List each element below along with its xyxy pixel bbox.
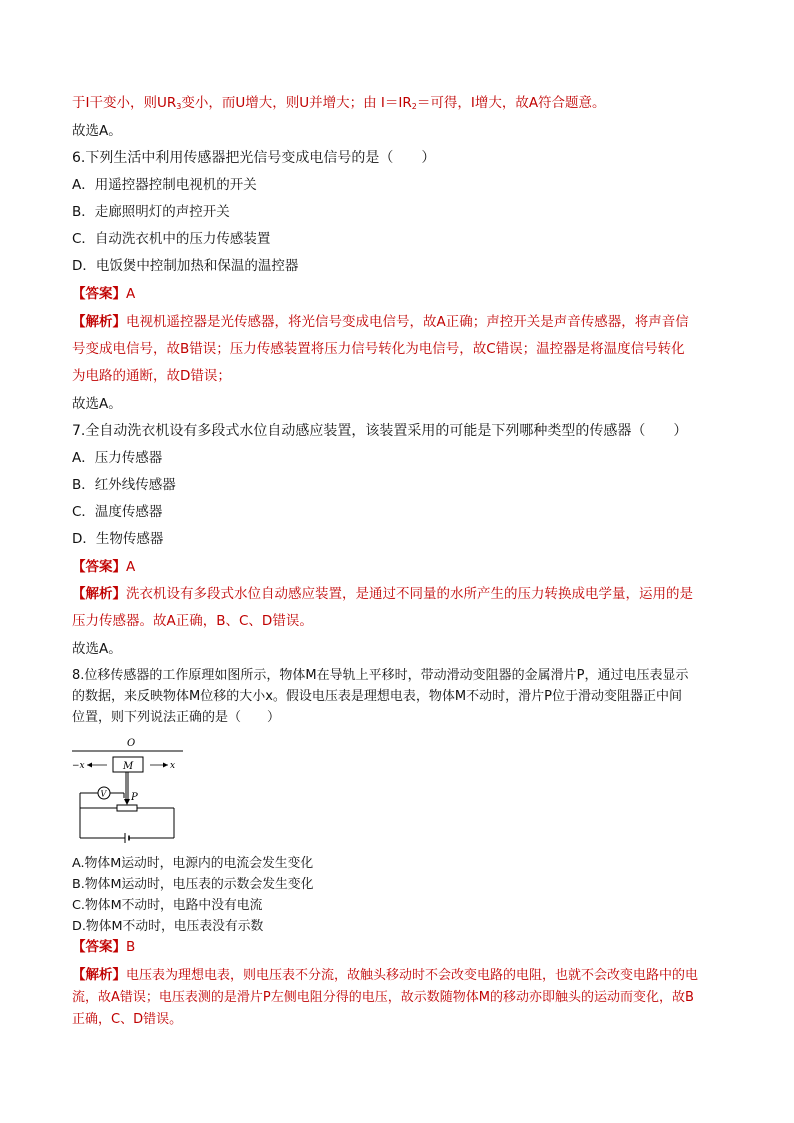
q7-answer-label: 【答案】 <box>72 559 126 575</box>
q6-analysis-text-1: 电视机遥控器是光传感器，将光信号变成电信号，故A正确；声控开关是声音传感器，将声音信 <box>126 314 689 330</box>
q8-analysis-line-1 <box>72 966 698 985</box>
q6-stem: 6.下列生活中利用传感器把光信号变成电信号的是（ ） <box>72 150 436 166</box>
rheostat <box>117 805 137 811</box>
arrow-right-head <box>163 763 168 768</box>
label-neg-x: −x <box>72 761 85 771</box>
q6-option-c: C．自动洗衣机中的压力传感装置 <box>72 231 271 247</box>
intro-sub-2: 2 <box>411 102 417 111</box>
q6-answer-label: 【答案】 <box>72 286 126 302</box>
q8-stem-line-2: 的数据，来反映物体M位移的大小x。假设电压表是理想电表，物体M不动时，滑片P位于滑动变阻器正中间 <box>72 689 682 704</box>
q6-answer <box>72 285 135 303</box>
q7-option-b: B．红外线传感器 <box>72 477 176 493</box>
q6-analysis-line-1 <box>72 313 689 331</box>
q7-stem: 7.全自动洗衣机设有多段式水位自动感应装置，该装置采用的可能是下列哪种类型的传感器（ ） <box>72 423 688 439</box>
intro-text-c: ＝可得，I增大，故A符合题意。 <box>416 95 606 111</box>
arrow-left-head <box>87 763 92 768</box>
q6-option-b: B．走廊照明灯的声控开关 <box>72 204 230 220</box>
q7-analysis-line-2: 压力传感器。故A正确，B、C、D错误。 <box>72 613 313 629</box>
q8-option-c: C.物体M不动时，电路中没有电流 <box>72 898 263 913</box>
q6-conclusion: 故选A。 <box>72 396 122 412</box>
q6-analysis-line-3: 为电路的通断，故D错误； <box>72 368 231 384</box>
label-x: x <box>170 761 176 771</box>
q6-option-d: D．电饭煲中控制加热和保温的温控器 <box>72 258 299 274</box>
q7-answer-value: A <box>126 559 136 575</box>
q8-circuit-figure <box>70 734 190 846</box>
intro-conclusion: 故选A。 <box>72 123 122 139</box>
q7-option-c: C．温度传感器 <box>72 504 163 520</box>
q8-option-d: D.物体M不动时，电压表没有示数 <box>72 919 264 934</box>
q8-analysis-line-2: 流，故A错误；电压表测的是滑片P左侧电阻分得的电压，故示数随物体M的移动亦即触头的运动而变化，故B <box>72 990 694 1005</box>
q7-analysis-text-1: 洗衣机设有多段式水位自动感应装置，是通过不同量的水所产生的压力转换成电学量，运用的是 <box>126 586 693 602</box>
q8-answer-label: 【答案】 <box>72 939 126 955</box>
q6-analysis-label: 【解析】 <box>72 314 126 330</box>
q8-answer <box>72 938 135 956</box>
intro-text-b: 变小，而U增大，则U并增大；由 I＝IR <box>181 95 412 111</box>
intro-sub-1: 3 <box>176 102 182 111</box>
label-v: V <box>100 789 107 799</box>
label-m: M <box>123 761 134 772</box>
q7-option-a: A．压力传感器 <box>72 450 163 466</box>
intro-text-a: 于I干变小，则UR <box>72 95 177 111</box>
q8-stem-line-3: 位置，则下列说法正确的是（ ） <box>72 710 281 725</box>
slider-contact <box>124 799 130 805</box>
label-origin: O <box>127 738 136 749</box>
q8-analysis-text-1: 电压表为理想电表，则电压表不分流，故触头移动时不会改变电路的电阻，也就不会改变电路中的电 <box>126 968 699 983</box>
q7-conclusion: 故选A。 <box>72 641 122 657</box>
q7-answer <box>72 558 135 576</box>
q8-analysis-label: 【解析】 <box>72 967 126 983</box>
intro-line-1 <box>72 94 606 116</box>
label-p: P <box>131 792 138 803</box>
q8-option-a: A.物体M运动时，电源内的电流会发生变化 <box>72 856 314 871</box>
q6-option-a: A．用遥控器控制电视机的开关 <box>72 177 257 193</box>
q8-stem-line-1: 8.位移传感器的工作原理如图所示，物体M在导轨上平移时，带动滑动变阻器的金属滑片P，通过电压表显示 <box>72 668 689 683</box>
q8-analysis-line-3: 正确，C、D错误。 <box>72 1012 183 1027</box>
q7-analysis-line-1 <box>72 585 693 603</box>
q8-answer-value: B <box>126 939 136 955</box>
q7-option-d: D．生物传感器 <box>72 531 164 547</box>
q6-analysis-line-2: 号变成电信号，故B错误；压力传感装置将压力信号转化为电信号，故C错误；温控器是将温度信号转化 <box>72 341 685 357</box>
q7-analysis-label: 【解析】 <box>72 586 126 602</box>
q8-option-b: B.物体M运动时，电压表的示数会发生变化 <box>72 877 314 892</box>
q6-answer-value: A <box>126 286 136 302</box>
